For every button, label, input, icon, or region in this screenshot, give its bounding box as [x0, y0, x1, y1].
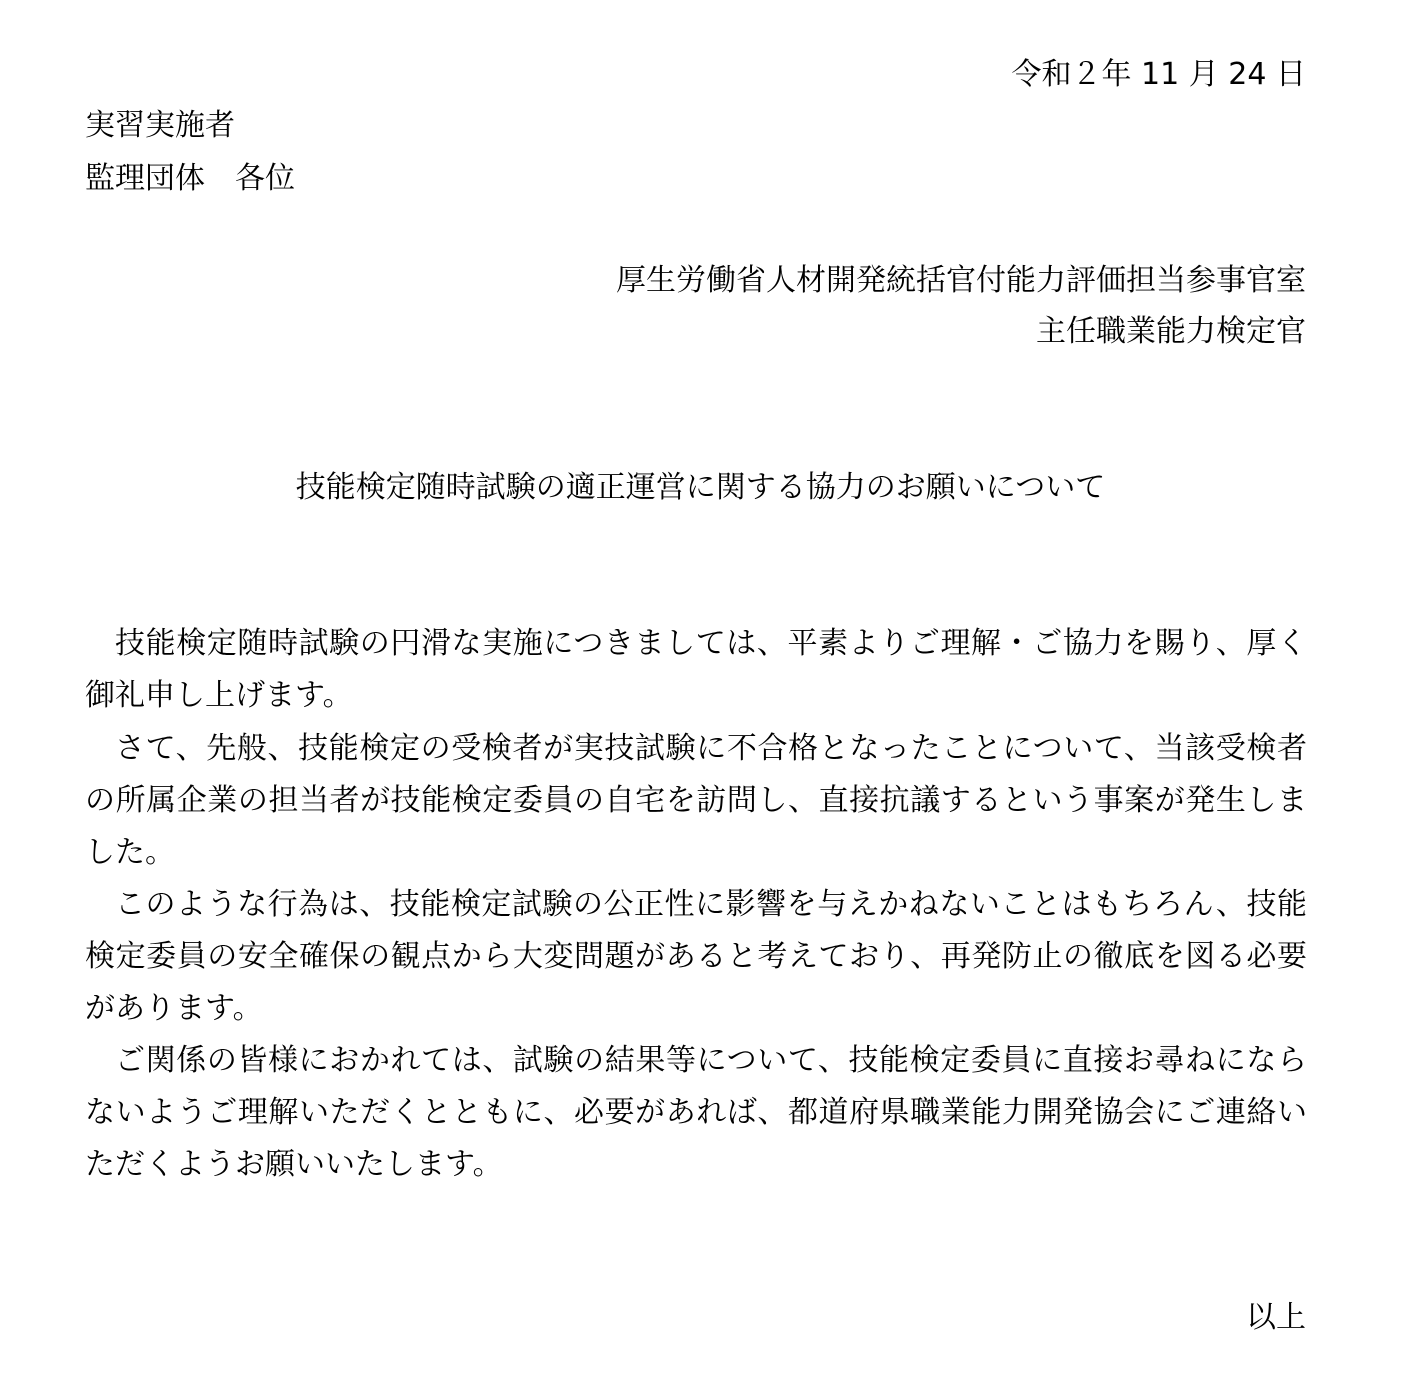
recipient-line-2: 監理団体 各位	[85, 161, 295, 196]
sender-office: 厚生労働省人材開発統括官付能力評価担当参事官室	[616, 263, 1306, 298]
body-paragraph-3: このような行為は、技能検定試験の公正性に影響を与えかねないことはもちろん、技能検定委員の安全確保の観点から大変問題があると考えており、再発防止の徹底を図る必要があります。	[85, 887, 1307, 1026]
document-subject: 技能検定随時試験の適正運営に関する協力のお願いについて	[295, 470, 1106, 505]
closing-mark: 以上	[1246, 1300, 1306, 1335]
document-date: 令和２年 11 月 24 日	[1011, 57, 1306, 92]
body-paragraph-4: ご関係の皆様におかれては、試験の結果等について、技能検定委員に直接お尋ねにならないようご理解いただくとともに、必要があれば、都道府県職業能力開発協会にご連絡いただくようお願いいたします。	[85, 1043, 1307, 1182]
body-paragraph-1: 技能検定随時試験の円滑な実施につきましては、平素よりご理解・ご協力を賜り、厚く御礼申し上げます。	[85, 626, 1307, 713]
recipient-line-1: 実習実施者	[85, 108, 235, 143]
body-paragraph-2: さて、先般、技能検定の受検者が実技試験に不合格となったことについて、当該受検者の所属企業の担当者が技能検定委員の自宅を訪問し、直接抗議するという事案が発生しました。	[85, 731, 1307, 870]
sender-title: 主任職業能力検定官	[1036, 314, 1306, 349]
